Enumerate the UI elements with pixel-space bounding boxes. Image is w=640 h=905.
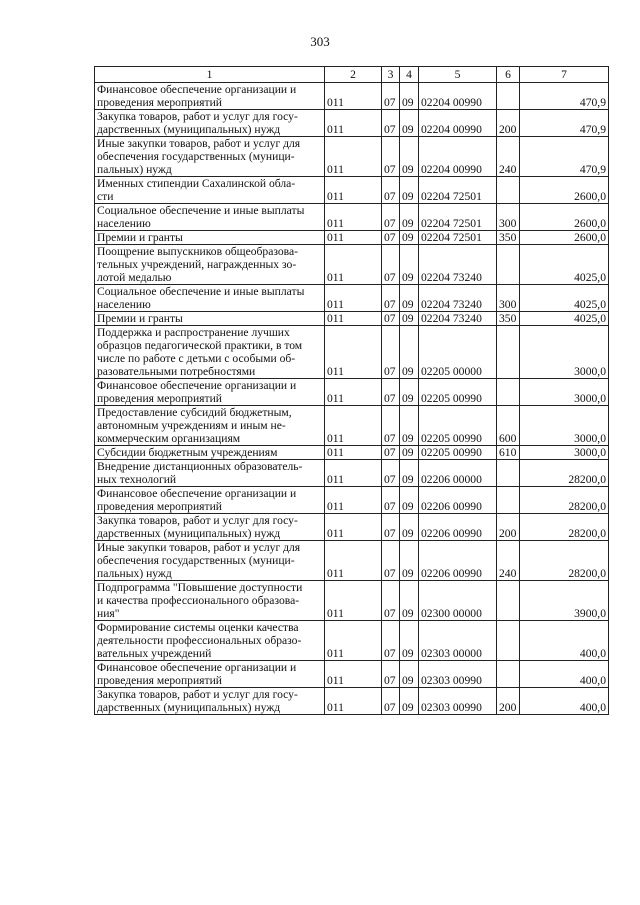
subsection-code-cell: 09 [400, 379, 419, 406]
amount-cell: 2600,0 [520, 204, 609, 231]
target-article-cell: 02204 72501 [419, 204, 497, 231]
item-name-cell [95, 581, 325, 621]
subsection-code-cell: 09 [400, 541, 419, 581]
item-name-line: автономным учреждениям и иным не- [97, 419, 286, 432]
item-name-line: и качества профессионального образова- [97, 594, 300, 607]
ministry-code-cell: 011 [325, 285, 382, 312]
subsection-code-cell: 09 [400, 487, 419, 514]
ministry-code-cell: 011 [325, 83, 382, 110]
subsection-code-cell: 09 [400, 581, 419, 621]
section-code-cell: 07 [382, 621, 400, 661]
item-name-cell [95, 137, 325, 177]
amount-cell: 3000,0 [520, 446, 609, 460]
item-name-line: Внедрение дистанционных образователь- [97, 460, 303, 473]
item-name-cell [95, 621, 325, 661]
amount-cell: 28200,0 [520, 460, 609, 487]
header-cell: 4 [400, 67, 419, 83]
item-name-cell [95, 541, 325, 581]
ministry-code-cell: 011 [325, 110, 382, 137]
item-name-cell [95, 406, 325, 446]
table-row [95, 541, 609, 581]
table-row [95, 581, 609, 621]
item-name-line: тельных учреждений, награжденных зо- [97, 258, 297, 271]
subsection-code-cell: 09 [400, 204, 419, 231]
target-article-cell: 02303 00000 [419, 621, 497, 661]
expense-type-cell [497, 487, 520, 514]
item-name-line: проведения мероприятий [97, 392, 222, 405]
item-name-cell [95, 204, 325, 231]
item-name-line: пальных) нужд [97, 567, 172, 580]
table-row [95, 110, 609, 137]
table-row [95, 406, 609, 446]
item-name-cell [95, 110, 325, 137]
expense-type-cell [497, 581, 520, 621]
target-article-cell: 02205 00990 [419, 379, 497, 406]
item-name-line: проведения мероприятий [97, 500, 222, 513]
subsection-code-cell: 09 [400, 661, 419, 688]
section-code-cell: 07 [382, 177, 400, 204]
target-article-cell: 02303 00990 [419, 661, 497, 688]
item-name-cell [95, 83, 325, 110]
target-article-cell: 02206 00000 [419, 460, 497, 487]
item-name-cell [95, 177, 325, 204]
item-name-cell [95, 379, 325, 406]
item-name-line: Финансовое обеспечение организации и [97, 83, 297, 96]
subsection-code-cell: 09 [400, 688, 419, 715]
table-row [95, 204, 609, 231]
amount-cell: 2600,0 [520, 177, 609, 204]
item-name-line: населению [97, 298, 151, 311]
subsection-code-cell: 09 [400, 406, 419, 446]
item-name-cell [95, 460, 325, 487]
table-row [95, 285, 609, 312]
item-name-line: пальных) нужд [97, 163, 172, 176]
subsection-code-cell: 09 [400, 285, 419, 312]
section-code-cell: 07 [382, 110, 400, 137]
expense-type-cell [497, 460, 520, 487]
item-name-line: обеспечения государственных (муници- [97, 554, 295, 567]
target-article-cell: 02303 00990 [419, 688, 497, 715]
section-code-cell: 07 [382, 379, 400, 406]
table-row [95, 312, 609, 326]
ministry-code-cell: 011 [325, 379, 382, 406]
header-cell: 3 [382, 67, 400, 83]
subsection-code-cell: 09 [400, 83, 419, 110]
amount-cell: 2600,0 [520, 231, 609, 245]
amount-cell: 28200,0 [520, 541, 609, 581]
ministry-code-cell: 011 [325, 514, 382, 541]
item-name-line: Закупка товаров, работ и услуг для госу- [97, 688, 298, 701]
item-name-line: Иные закупки товаров, работ и услуг для [97, 137, 301, 150]
item-name-line: лотой медалью [97, 271, 172, 284]
amount-cell: 470,9 [520, 137, 609, 177]
amount-cell: 400,0 [520, 661, 609, 688]
target-article-cell: 02205 00000 [419, 326, 497, 379]
item-name-line: Финансовое обеспечение организации и [97, 487, 297, 500]
amount-cell: 470,9 [520, 110, 609, 137]
item-name-line: Субсидии бюджетным учреждениям [97, 446, 278, 459]
item-name-cell [95, 661, 325, 688]
ministry-code-cell: 011 [325, 487, 382, 514]
table-row [95, 446, 609, 460]
expense-type-cell: 240 [497, 137, 520, 177]
subsection-code-cell: 09 [400, 326, 419, 379]
target-article-cell: 02206 00990 [419, 487, 497, 514]
target-article-cell: 02205 00990 [419, 446, 497, 460]
subsection-code-cell: 09 [400, 231, 419, 245]
ministry-code-cell: 011 [325, 688, 382, 715]
ministry-code-cell: 011 [325, 581, 382, 621]
item-name-line: Премии и гранты [97, 231, 183, 244]
target-article-cell: 02300 00000 [419, 581, 497, 621]
section-code-cell: 07 [382, 204, 400, 231]
table-row [95, 245, 609, 285]
item-name-line: Социальное обеспечение и иные выплаты [97, 285, 305, 298]
amount-cell: 28200,0 [520, 487, 609, 514]
expense-type-cell [497, 245, 520, 285]
section-code-cell: 07 [382, 581, 400, 621]
amount-cell: 4025,0 [520, 285, 609, 312]
amount-cell: 400,0 [520, 688, 609, 715]
header-cell: 6 [497, 67, 520, 83]
expense-type-cell [497, 661, 520, 688]
table-row [95, 83, 609, 110]
expense-type-cell [497, 379, 520, 406]
expense-type-cell: 350 [497, 231, 520, 245]
header-cell: 1 [95, 67, 325, 83]
item-name-line: проведения мероприятий [97, 96, 222, 109]
section-code-cell: 07 [382, 688, 400, 715]
item-name-cell [95, 514, 325, 541]
table-row [95, 177, 609, 204]
section-code-cell: 07 [382, 231, 400, 245]
item-name-line: Социальное обеспечение и иные выплаты [97, 204, 305, 217]
subsection-code-cell: 09 [400, 110, 419, 137]
section-code-cell: 07 [382, 326, 400, 379]
ministry-code-cell: 011 [325, 326, 382, 379]
item-name-line: Премии и гранты [97, 312, 183, 325]
target-article-cell: 02206 00990 [419, 514, 497, 541]
section-code-cell: 07 [382, 137, 400, 177]
item-name-cell [95, 688, 325, 715]
subsection-code-cell: 09 [400, 446, 419, 460]
subsection-code-cell: 09 [400, 621, 419, 661]
item-name-line: дарственных (муниципальных) нужд [97, 701, 281, 714]
expense-type-cell: 200 [497, 688, 520, 715]
expense-type-cell [497, 177, 520, 204]
item-name-cell [95, 312, 325, 326]
ministry-code-cell: 011 [325, 446, 382, 460]
expense-type-cell [497, 326, 520, 379]
amount-cell: 470,9 [520, 83, 609, 110]
item-name-line: деятельности профессиональных образо- [97, 634, 302, 647]
subsection-code-cell: 09 [400, 460, 419, 487]
item-name-line: обеспечения государственных (муници- [97, 150, 295, 163]
table-row [95, 137, 609, 177]
expense-type-cell [497, 621, 520, 661]
ministry-code-cell: 011 [325, 312, 382, 326]
ministry-code-cell: 011 [325, 460, 382, 487]
expense-type-cell: 300 [497, 285, 520, 312]
expense-type-cell: 600 [497, 406, 520, 446]
item-name-line: числе по работе с детьми с особыми об- [97, 352, 296, 365]
amount-cell: 3000,0 [520, 406, 609, 446]
ministry-code-cell: 011 [325, 204, 382, 231]
target-article-cell: 02204 73240 [419, 285, 497, 312]
item-name-line: ния" [97, 607, 120, 620]
item-name-line: Подпрограмма "Повышение доступности [97, 581, 303, 594]
item-name-line: сти [97, 190, 114, 203]
subsection-code-cell: 09 [400, 137, 419, 177]
section-code-cell: 07 [382, 514, 400, 541]
expense-type-cell: 610 [497, 446, 520, 460]
ministry-code-cell: 011 [325, 621, 382, 661]
item-name-line: Закупка товаров, работ и услуг для госу- [97, 514, 298, 527]
item-name-line: коммерческим организациям [97, 432, 241, 445]
table-row [95, 231, 609, 245]
subsection-code-cell: 09 [400, 245, 419, 285]
header-cell: 2 [325, 67, 382, 83]
item-name-line: вательных учреждений [97, 647, 212, 660]
table-header-row [95, 67, 609, 83]
target-article-cell: 02204 72501 [419, 231, 497, 245]
expense-type-cell: 200 [497, 110, 520, 137]
ministry-code-cell: 011 [325, 137, 382, 177]
section-code-cell: 07 [382, 541, 400, 581]
section-code-cell: 07 [382, 406, 400, 446]
header-cell: 7 [520, 67, 609, 83]
item-name-cell [95, 231, 325, 245]
page-number: 303 [310, 34, 330, 49]
item-name-line: проведения мероприятий [97, 674, 222, 687]
expense-type-cell: 350 [497, 312, 520, 326]
header-cell: 5 [419, 67, 497, 83]
item-name-line: населению [97, 217, 151, 230]
amount-cell: 3000,0 [520, 326, 609, 379]
item-name-line: Иные закупки товаров, работ и услуг для [97, 541, 301, 554]
ministry-code-cell: 011 [325, 541, 382, 581]
ministry-code-cell: 011 [325, 177, 382, 204]
subsection-code-cell: 09 [400, 312, 419, 326]
amount-cell: 3000,0 [520, 379, 609, 406]
target-article-cell: 02204 72501 [419, 177, 497, 204]
item-name-line: Именных стипендии Сахалинской обла- [97, 177, 296, 190]
amount-cell: 3900,0 [520, 581, 609, 621]
table-row [95, 460, 609, 487]
target-article-cell: 02206 00990 [419, 541, 497, 581]
item-name-line: Предоставление субсидий бюджетным, [97, 406, 292, 419]
item-name-line: образцов педагогической практики, в том [97, 339, 303, 352]
section-code-cell: 07 [382, 285, 400, 312]
target-article-cell: 02204 73240 [419, 312, 497, 326]
section-code-cell: 07 [382, 83, 400, 110]
expense-type-cell: 300 [497, 204, 520, 231]
item-name-line: Поощрение выпускников общеобразова- [97, 245, 298, 258]
ministry-code-cell: 011 [325, 661, 382, 688]
amount-cell: 4025,0 [520, 312, 609, 326]
subsection-code-cell: 09 [400, 177, 419, 204]
ministry-code-cell: 011 [325, 231, 382, 245]
ministry-code-cell: 011 [325, 406, 382, 446]
item-name-cell [95, 487, 325, 514]
table-row [95, 688, 609, 715]
section-code-cell: 07 [382, 245, 400, 285]
target-article-cell: 02204 00990 [419, 110, 497, 137]
item-name-line: ных технологий [97, 473, 177, 486]
table-row [95, 379, 609, 406]
expense-type-cell [497, 83, 520, 110]
expense-type-cell: 200 [497, 514, 520, 541]
item-name-cell [95, 326, 325, 379]
section-code-cell: 07 [382, 446, 400, 460]
item-name-cell [95, 446, 325, 460]
item-name-line: дарственных (муниципальных) нужд [97, 527, 281, 540]
amount-cell: 400,0 [520, 621, 609, 661]
table-row [95, 326, 609, 379]
amount-cell: 28200,0 [520, 514, 609, 541]
table-row [95, 487, 609, 514]
section-code-cell: 07 [382, 460, 400, 487]
item-name-line: разовательными потребностями [97, 365, 256, 378]
section-code-cell: 07 [382, 661, 400, 688]
item-name-line: Формирование системы оценки качества [97, 621, 299, 634]
ministry-code-cell: 011 [325, 245, 382, 285]
target-article-cell: 02204 00990 [419, 137, 497, 177]
target-article-cell: 02204 73240 [419, 245, 497, 285]
item-name-cell [95, 245, 325, 285]
budget-table [94, 66, 609, 715]
table-row [95, 514, 609, 541]
expense-type-cell: 240 [497, 541, 520, 581]
item-name-line: Поддержка и распространение лучших [97, 326, 290, 339]
item-name-line: дарственных (муниципальных) нужд [97, 123, 281, 136]
item-name-line: Финансовое обеспечение организации и [97, 661, 297, 674]
section-code-cell: 07 [382, 487, 400, 514]
item-name-line: Закупка товаров, работ и услуг для госу- [97, 110, 298, 123]
target-article-cell: 02204 00990 [419, 83, 497, 110]
item-name-line: Финансовое обеспечение организации и [97, 379, 297, 392]
target-article-cell: 02205 00990 [419, 406, 497, 446]
item-name-cell [95, 285, 325, 312]
section-code-cell: 07 [382, 312, 400, 326]
table-row [95, 661, 609, 688]
table-row [95, 621, 609, 661]
subsection-code-cell: 09 [400, 514, 419, 541]
amount-cell: 4025,0 [520, 245, 609, 285]
